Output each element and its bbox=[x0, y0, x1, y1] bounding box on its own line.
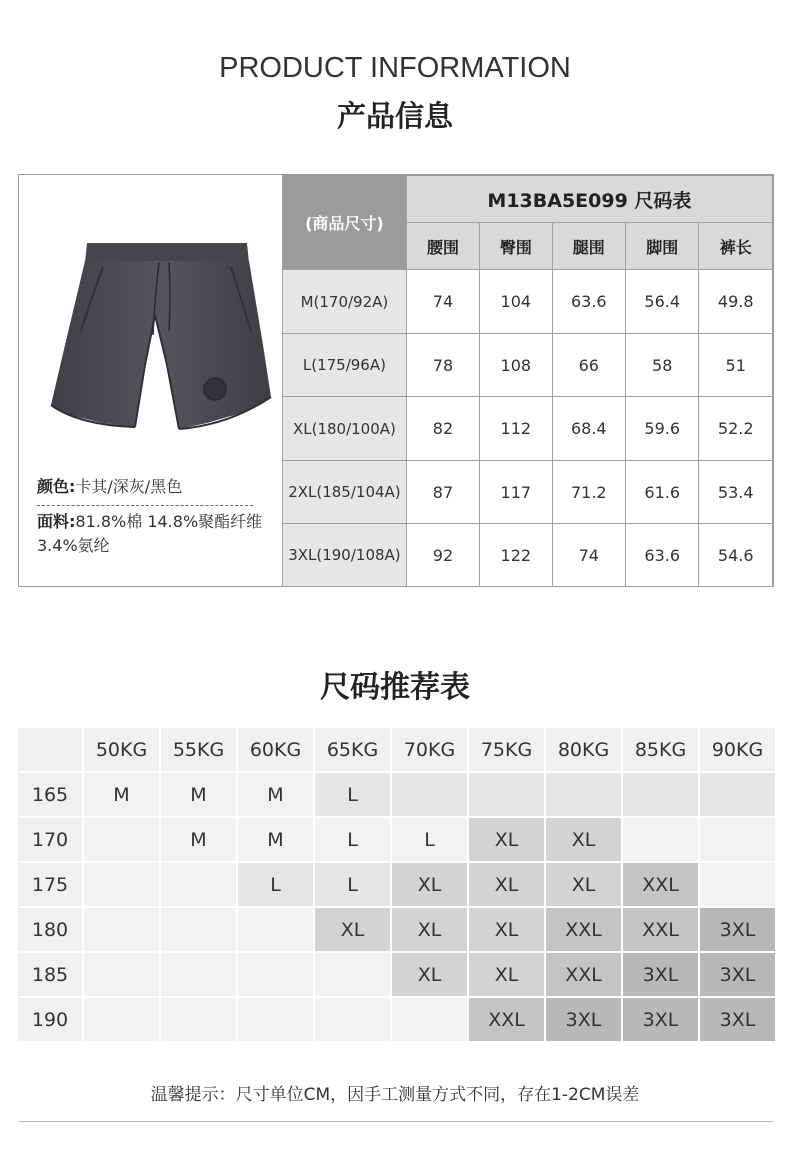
table-cell bbox=[469, 773, 544, 816]
table-cell: XL bbox=[392, 953, 467, 996]
table-cell bbox=[84, 998, 159, 1041]
table-cell: 59.6 bbox=[626, 397, 699, 461]
bottom-divider bbox=[18, 1121, 774, 1122]
column-header: 裤长 bbox=[699, 223, 773, 270]
table-cell: 68.4 bbox=[552, 397, 625, 461]
table-cell: XXL bbox=[469, 998, 544, 1041]
table-cell: XXL bbox=[623, 908, 698, 951]
size-label: XL(180/100A) bbox=[283, 397, 407, 461]
table-cell bbox=[84, 818, 159, 861]
column-header: 腰围 bbox=[406, 223, 479, 270]
column-header: 臀围 bbox=[480, 223, 552, 270]
table-row bbox=[18, 773, 775, 816]
table-cell: 3XL bbox=[700, 908, 775, 951]
table-cell: 3XL bbox=[623, 953, 698, 996]
table-cell: XL bbox=[469, 863, 544, 906]
table-cell bbox=[700, 818, 775, 861]
weight-header: 50KG bbox=[84, 728, 159, 771]
table-cell: L bbox=[238, 863, 313, 906]
product-info-box bbox=[18, 174, 774, 587]
height-label: 175 bbox=[18, 863, 82, 906]
size-table-title: M13BA5E099 尺码表 bbox=[406, 176, 772, 223]
weight-header: 80KG bbox=[546, 728, 621, 771]
table-row bbox=[18, 818, 775, 861]
table-cell: 63.6 bbox=[552, 270, 625, 334]
table-row bbox=[283, 270, 773, 334]
table-cell: 87 bbox=[406, 461, 479, 524]
table-cell: 78 bbox=[406, 334, 479, 397]
table-cell: 66 bbox=[552, 334, 625, 397]
table-cell bbox=[84, 953, 159, 996]
color-line bbox=[37, 475, 277, 499]
table-cell: L bbox=[315, 863, 390, 906]
table-cell: 53.4 bbox=[699, 461, 773, 524]
table-row bbox=[18, 908, 775, 951]
table-cell: 49.8 bbox=[699, 270, 773, 334]
table-cell: M bbox=[161, 773, 236, 816]
table-cell: M bbox=[238, 773, 313, 816]
table-cell: 3XL bbox=[546, 998, 621, 1041]
title-en: PRODUCT INFORMATION bbox=[219, 52, 571, 84]
table-cell: M bbox=[238, 818, 313, 861]
column-header: 脚围 bbox=[626, 223, 699, 270]
fabric-value: 81.8%棉 14.8%聚酯纤维 3.4%氨纶 bbox=[37, 512, 263, 555]
table-cell: 54.6 bbox=[699, 524, 773, 587]
table-cell: M bbox=[84, 773, 159, 816]
weight-header: 60KG bbox=[238, 728, 313, 771]
table-cell: XL bbox=[546, 863, 621, 906]
table-cell: XXL bbox=[546, 908, 621, 951]
height-label: 165 bbox=[18, 773, 82, 816]
table-row bbox=[283, 461, 773, 524]
table-cell: 3XL bbox=[700, 953, 775, 996]
table-cell: 104 bbox=[480, 270, 552, 334]
table-cell: 51 bbox=[699, 334, 773, 397]
weight-header: 70KG bbox=[392, 728, 467, 771]
size-label: 2XL(185/104A) bbox=[283, 461, 407, 524]
table-cell: XL bbox=[469, 908, 544, 951]
table-cell bbox=[161, 953, 236, 996]
table-cell bbox=[161, 863, 236, 906]
table-cell bbox=[238, 998, 313, 1041]
table-cell bbox=[315, 953, 390, 996]
weight-header: 75KG bbox=[469, 728, 544, 771]
weight-header-row bbox=[18, 728, 775, 771]
table-cell bbox=[315, 998, 390, 1041]
table-row bbox=[283, 397, 773, 461]
color-label: 颜色: bbox=[37, 477, 76, 496]
table-cell: XXL bbox=[623, 863, 698, 906]
product-photo bbox=[19, 175, 282, 465]
table-cell: 112 bbox=[480, 397, 552, 461]
table-cell: XL bbox=[546, 818, 621, 861]
table-cell: 74 bbox=[552, 524, 625, 587]
table-cell: 92 bbox=[406, 524, 479, 587]
table-cell: 52.2 bbox=[699, 397, 773, 461]
footer-tip: 温馨提示：尺寸单位CM，因手工测量方式不同，存在1-2CM误差 bbox=[150, 1085, 640, 1105]
table-row bbox=[283, 334, 773, 397]
table-cell bbox=[700, 773, 775, 816]
table-cell bbox=[84, 863, 159, 906]
size-table bbox=[282, 175, 773, 587]
weight-header: 90KG bbox=[700, 728, 775, 771]
table-cell bbox=[392, 773, 467, 816]
table-cell bbox=[161, 908, 236, 951]
table-cell: L bbox=[392, 818, 467, 861]
size-label: M(170/92A) bbox=[283, 270, 407, 334]
table-cell: 108 bbox=[480, 334, 552, 397]
table-cell: 71.2 bbox=[552, 461, 625, 524]
table-cell: M bbox=[161, 818, 236, 861]
table-cell bbox=[238, 908, 313, 951]
table-row bbox=[18, 863, 775, 906]
table-cell: 74 bbox=[406, 270, 479, 334]
table-cell bbox=[700, 863, 775, 906]
height-label: 190 bbox=[18, 998, 82, 1041]
color-value: 卡其/深灰/黑色 bbox=[75, 477, 183, 496]
table-cell bbox=[546, 773, 621, 816]
table-cell: 82 bbox=[406, 397, 479, 461]
table-cell: 63.6 bbox=[626, 524, 699, 587]
height-label: 180 bbox=[18, 908, 82, 951]
table-cell: XL bbox=[392, 908, 467, 951]
table-cell: L bbox=[315, 818, 390, 861]
table-cell bbox=[238, 953, 313, 996]
table-cell bbox=[623, 773, 698, 816]
table-cell: 3XL bbox=[700, 998, 775, 1041]
table-row bbox=[18, 998, 775, 1041]
recommend-title: 尺码推荐表 bbox=[320, 670, 470, 705]
size-label: 3XL(190/108A) bbox=[283, 524, 407, 587]
table-cell: XL bbox=[469, 818, 544, 861]
divider bbox=[37, 505, 253, 506]
table-cell: 58 bbox=[626, 334, 699, 397]
title-cn: 产品信息 bbox=[336, 99, 453, 133]
table-cell bbox=[392, 998, 467, 1041]
table-row bbox=[18, 953, 775, 996]
table-cell bbox=[623, 818, 698, 861]
height-label: 185 bbox=[18, 953, 82, 996]
height-label: 170 bbox=[18, 818, 82, 861]
table-cell: 61.6 bbox=[626, 461, 699, 524]
size-label: L(175/96A) bbox=[283, 334, 407, 397]
column-header: 腿围 bbox=[552, 223, 625, 270]
shorts-image bbox=[19, 175, 282, 465]
table-cell: XL bbox=[392, 863, 467, 906]
table-cell: XL bbox=[315, 908, 390, 951]
table-cell: L bbox=[315, 773, 390, 816]
table-cell: 3XL bbox=[623, 998, 698, 1041]
fabric-label: 面料: bbox=[37, 512, 76, 531]
table-row bbox=[283, 524, 773, 587]
product-attributes bbox=[37, 475, 277, 558]
table-cell: 117 bbox=[480, 461, 552, 524]
corner-cell bbox=[18, 728, 82, 771]
weight-header: 55KG bbox=[161, 728, 236, 771]
weight-header: 85KG bbox=[623, 728, 698, 771]
table-cell: XL bbox=[469, 953, 544, 996]
table-cell: 122 bbox=[480, 524, 552, 587]
fabric-line bbox=[37, 510, 263, 558]
table-cell: XXL bbox=[546, 953, 621, 996]
size-header: (商品尺寸) bbox=[283, 176, 407, 270]
table-cell: 56.4 bbox=[626, 270, 699, 334]
recommend-table bbox=[16, 726, 777, 1043]
table-cell bbox=[161, 998, 236, 1041]
table-cell bbox=[84, 908, 159, 951]
weight-header: 65KG bbox=[315, 728, 390, 771]
